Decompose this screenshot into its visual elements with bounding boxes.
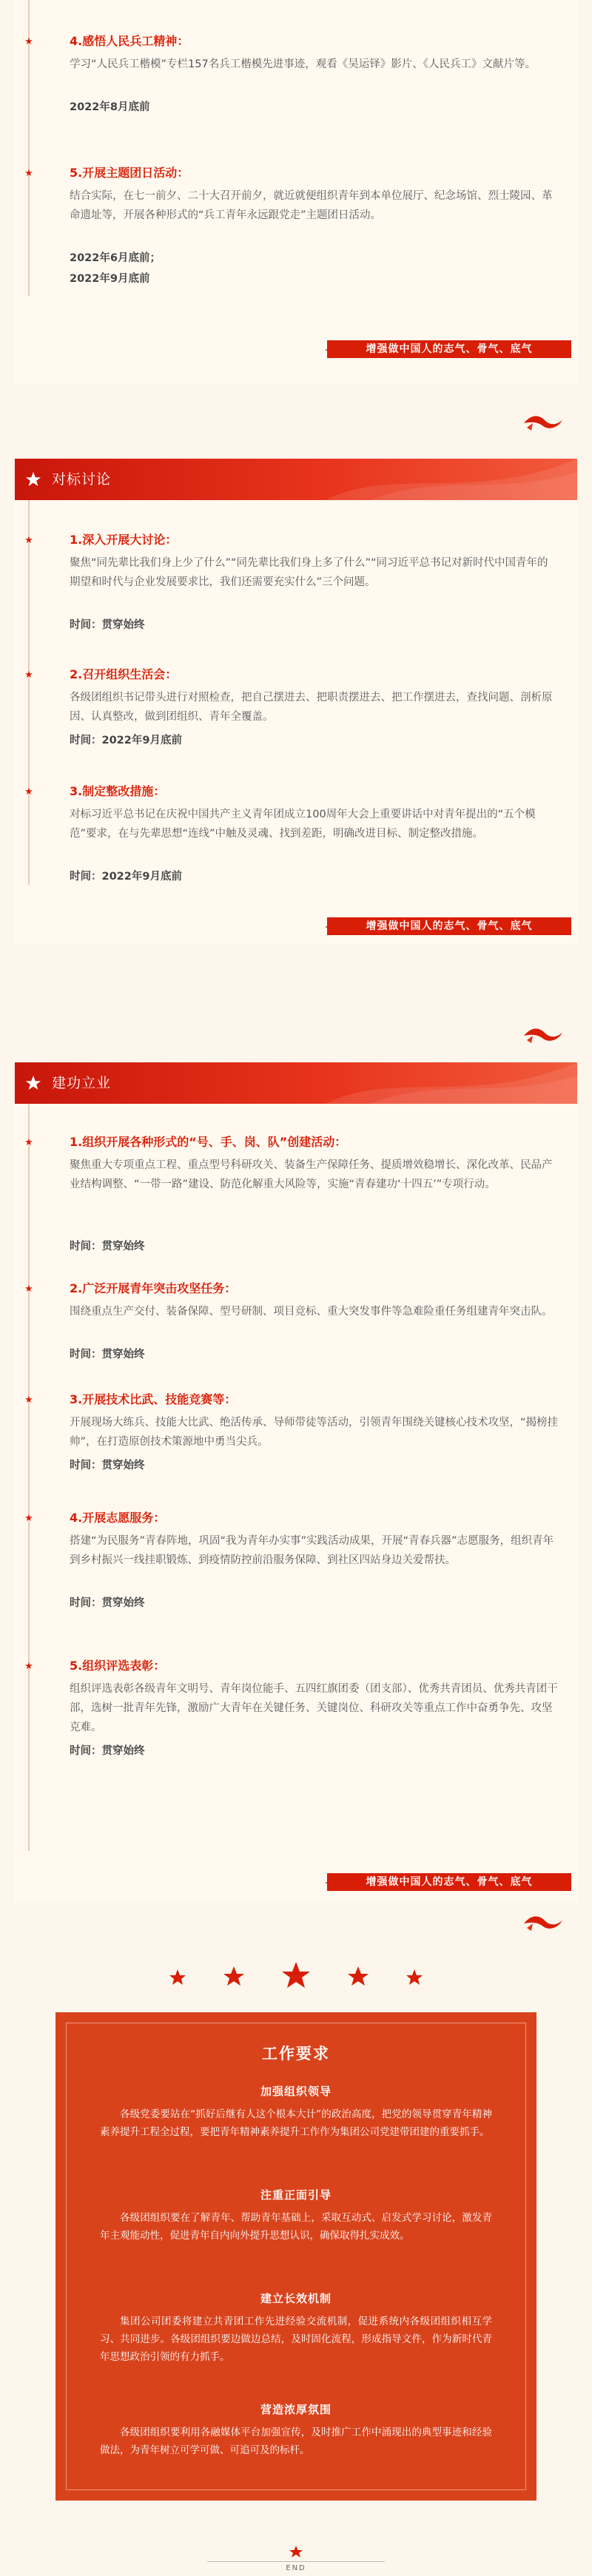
item-text: 组织评选表彰各级青年文明号、青年岗位能手、五四红旗团委（团支部）、优秀共青团员、优秀共青团干部，选树一批青年先锋，激励广大青年在关键任务、关键岗位、科研攻关等重点工作中奋勇争先、攻坚克难。 bbox=[70, 1683, 558, 1733]
item-text: 开展现场大练兵、技能大比武、绝活传承、导师带徒等活动，引领青年围绕关键核心技术攻坚，“揭榜挂帅”，在打造原创技术策源地中勇当尖兵。 bbox=[70, 1417, 559, 1448]
star-bullet-icon: ★ bbox=[24, 1137, 33, 1148]
star-icon bbox=[25, 1075, 41, 1091]
item-text: 对标习近平总书记在庆祝中国共产主义青年团成立100周年大会上重要讲话中对青年提出的“五个模范”要求，在与先辈思想“连线”中触及灵魂、找到差距，明确改进目标、制定整改措施。 bbox=[70, 809, 536, 840]
requirement-text: 各级党委要站在“抓好后继有人这个根本大计”的政治高度，把党的领导贯穿青年精神素养提升工程全过程，要把青年精神素养提升工作作为集团公司党建带团建的重要抓手。 bbox=[100, 2108, 492, 2138]
slogan-banner: 增强做中国人的志气、骨气、底气 bbox=[327, 340, 571, 358]
timeline-item bbox=[24, 783, 561, 894]
item-time: 时间：贯穿始终 bbox=[70, 619, 145, 631]
requirement-heading: 建立长效机制 bbox=[260, 2292, 332, 2305]
timeline-item bbox=[24, 1657, 561, 1783]
item-time: 时间：贯穿始终 bbox=[70, 1745, 145, 1757]
section-title: 建功立业 bbox=[52, 1075, 112, 1091]
item-text: 聚焦“同先辈比我们身上少了什么”“同先辈比我们身上多了什么”“同习近平总书记对新时代中国青年的期望和时代与企业发展要求比，我们还需要充实什么”三个问题。 bbox=[70, 557, 548, 588]
item-text: 各级团组织书记带头进行对照检查，把自己摆进去、把职责摆进去、把工作摆进去，查找问题、剖析原因、认真整改，做到团组织、青年全覆盖。 bbox=[70, 692, 553, 723]
star-icon bbox=[348, 1966, 369, 1986]
requirement-heading: 注重正面引导 bbox=[260, 2188, 332, 2202]
item-time: 时间：贯穿始终 bbox=[70, 1349, 145, 1361]
item-time: 2022年8月底前 bbox=[70, 101, 150, 113]
timeline-item bbox=[24, 1509, 561, 1620]
end-label: END bbox=[286, 2564, 306, 2572]
decorative-swirl bbox=[326, 1062, 577, 1104]
timeline-item bbox=[24, 666, 561, 762]
stars-decoration bbox=[0, 1960, 592, 1990]
star-bullet-icon: ★ bbox=[24, 1284, 33, 1295]
star-icon bbox=[169, 1969, 186, 1985]
item-time: 时间：贯穿始终 bbox=[70, 1241, 145, 1252]
timeline-item bbox=[24, 1391, 561, 1480]
item-time: 时间：2022年9月底前 bbox=[70, 871, 182, 883]
item-time: 2022年9月底前 bbox=[70, 273, 150, 285]
star-bullet-icon: ★ bbox=[24, 786, 33, 798]
item-title: 4.感悟人民兵工精神： bbox=[70, 34, 189, 48]
item-text: 搭建“为民服务”青春阵地，巩固“我为青年办实事”实践活动成果，开展“青春兵器”志愿服务，组织青年到乡村振兴一线挂职锻炼、到疫情防控前沿服务保障、到社区四站身边关爱帮扶。 bbox=[70, 1535, 554, 1566]
star-bullet-icon: ★ bbox=[24, 168, 33, 179]
item-title: 4.开展志愿服务： bbox=[70, 1511, 166, 1525]
decorative-swirl bbox=[326, 459, 577, 500]
item-title: 5.组织评选表彰： bbox=[70, 1659, 166, 1673]
requirement-text: 各级团组织要利用各融媒体平台加强宣传，及时推广工作中涌现出的典型事迹和经验做法，为青年树立可学可做、可追可及的标杆。 bbox=[100, 2427, 492, 2456]
star-icon bbox=[406, 1969, 423, 1985]
item-title: 5.开展主题团日活动： bbox=[70, 166, 189, 180]
item-time: 时间：贯穿始终 bbox=[70, 1597, 145, 1609]
requirement-heading: 营造浓厚氛围 bbox=[260, 2403, 332, 2416]
star-icon bbox=[25, 471, 41, 488]
flag-ribbon-icon bbox=[522, 413, 564, 432]
item-text: 围绕重点生产交付、装备保障、型号研制、项目竞标、重大突发事件等急难险重任务组建青年突击队。 bbox=[70, 1306, 553, 1318]
timeline-item bbox=[24, 531, 561, 642]
star-bullet-icon: ★ bbox=[24, 670, 33, 681]
item-text: 聚焦重大专项重点工程、重点型号科研攻关、装备生产保障任务、提质增效稳增长、深化改革、民品产业结构调整、“一带一路”建设、防范化解重大风险等，实施“青春建功‘十四五’”专项行动。 bbox=[70, 1159, 553, 1190]
requirements-title: 工作要求 bbox=[262, 2045, 330, 2063]
section-banner-discussion bbox=[15, 459, 577, 500]
item-title: 3.开展技术比武、技能竞赛等： bbox=[70, 1392, 237, 1406]
requirement-heading: 加强组织领导 bbox=[260, 2085, 332, 2098]
requirement-text: 各级团组织要在了解青年、帮助青年基础上，采取互动式、启发式学习讨论，激发青年主观能动性，促进青年自内向外提升思想认识，确保取得扎实成效。 bbox=[100, 2212, 492, 2242]
item-title: 1.深入开展大讨论： bbox=[70, 533, 178, 547]
item-time: 时间：贯穿始终 bbox=[70, 1460, 145, 1471]
item-text: 结合实际，在七一前夕、二十大召开前夕，就近就便组织青年到本单位展厅、纪念场馆、烈士陵园、革命遗址等，开展各种形式的“兵工青年永远跟党走”主题团日活动。 bbox=[70, 190, 553, 221]
end-divider bbox=[296, 2561, 385, 2562]
timeline-item bbox=[24, 164, 561, 305]
section-banner-contribution bbox=[15, 1062, 577, 1104]
slogan-banner: 增强做中国人的志气、骨气、底气 bbox=[327, 917, 571, 935]
requirement-text: 集团公司团委将建立共青团工作先进经验交流机制，促进系统内各级团组织相互学习、共同进步。各级团组织要边做边总结，及时固化流程，形成指导文件，作为新时代青年思想政治引领的有力抓手。 bbox=[100, 2316, 492, 2363]
item-time: 2022年6月底前； bbox=[70, 252, 161, 264]
item-time: 时间：2022年9月底前 bbox=[70, 735, 182, 746]
end-divider bbox=[207, 2561, 296, 2562]
star-icon bbox=[223, 1966, 244, 1986]
item-title: 1.组织开展各种形式的“号、手、岗、队”创建活动： bbox=[70, 1135, 347, 1149]
star-icon bbox=[282, 1962, 310, 1988]
item-title: 2.召开组织生活会： bbox=[70, 667, 178, 681]
timeline-item bbox=[24, 1133, 561, 1259]
end-star-icon bbox=[0, 2545, 592, 2558]
item-title: 3.制定整改措施： bbox=[70, 784, 166, 798]
item-text: 学习“人民兵工楷模”专栏157名兵工楷模先进事迹，观看《吴运铎》影片、《人民兵工》文献片等。 bbox=[70, 58, 536, 70]
timeline-item bbox=[24, 33, 561, 144]
star-bullet-icon: ★ bbox=[24, 1395, 33, 1406]
flag-ribbon-icon bbox=[522, 1913, 564, 1932]
star-bullet-icon: ★ bbox=[24, 1513, 33, 1524]
flag-ribbon-icon bbox=[522, 1025, 564, 1045]
timeline-item bbox=[24, 1280, 561, 1369]
requirements-box bbox=[56, 2012, 536, 2501]
section-title: 对标讨论 bbox=[52, 471, 112, 488]
item-title: 2.广泛开展青年突击攻坚任务： bbox=[70, 1281, 237, 1295]
star-bullet-icon: ★ bbox=[24, 535, 33, 546]
star-bullet-icon: ★ bbox=[24, 1661, 33, 1672]
star-bullet-icon: ★ bbox=[24, 36, 33, 47]
slogan-banner: 增强做中国人的志气、骨气、底气 bbox=[327, 1873, 571, 1891]
